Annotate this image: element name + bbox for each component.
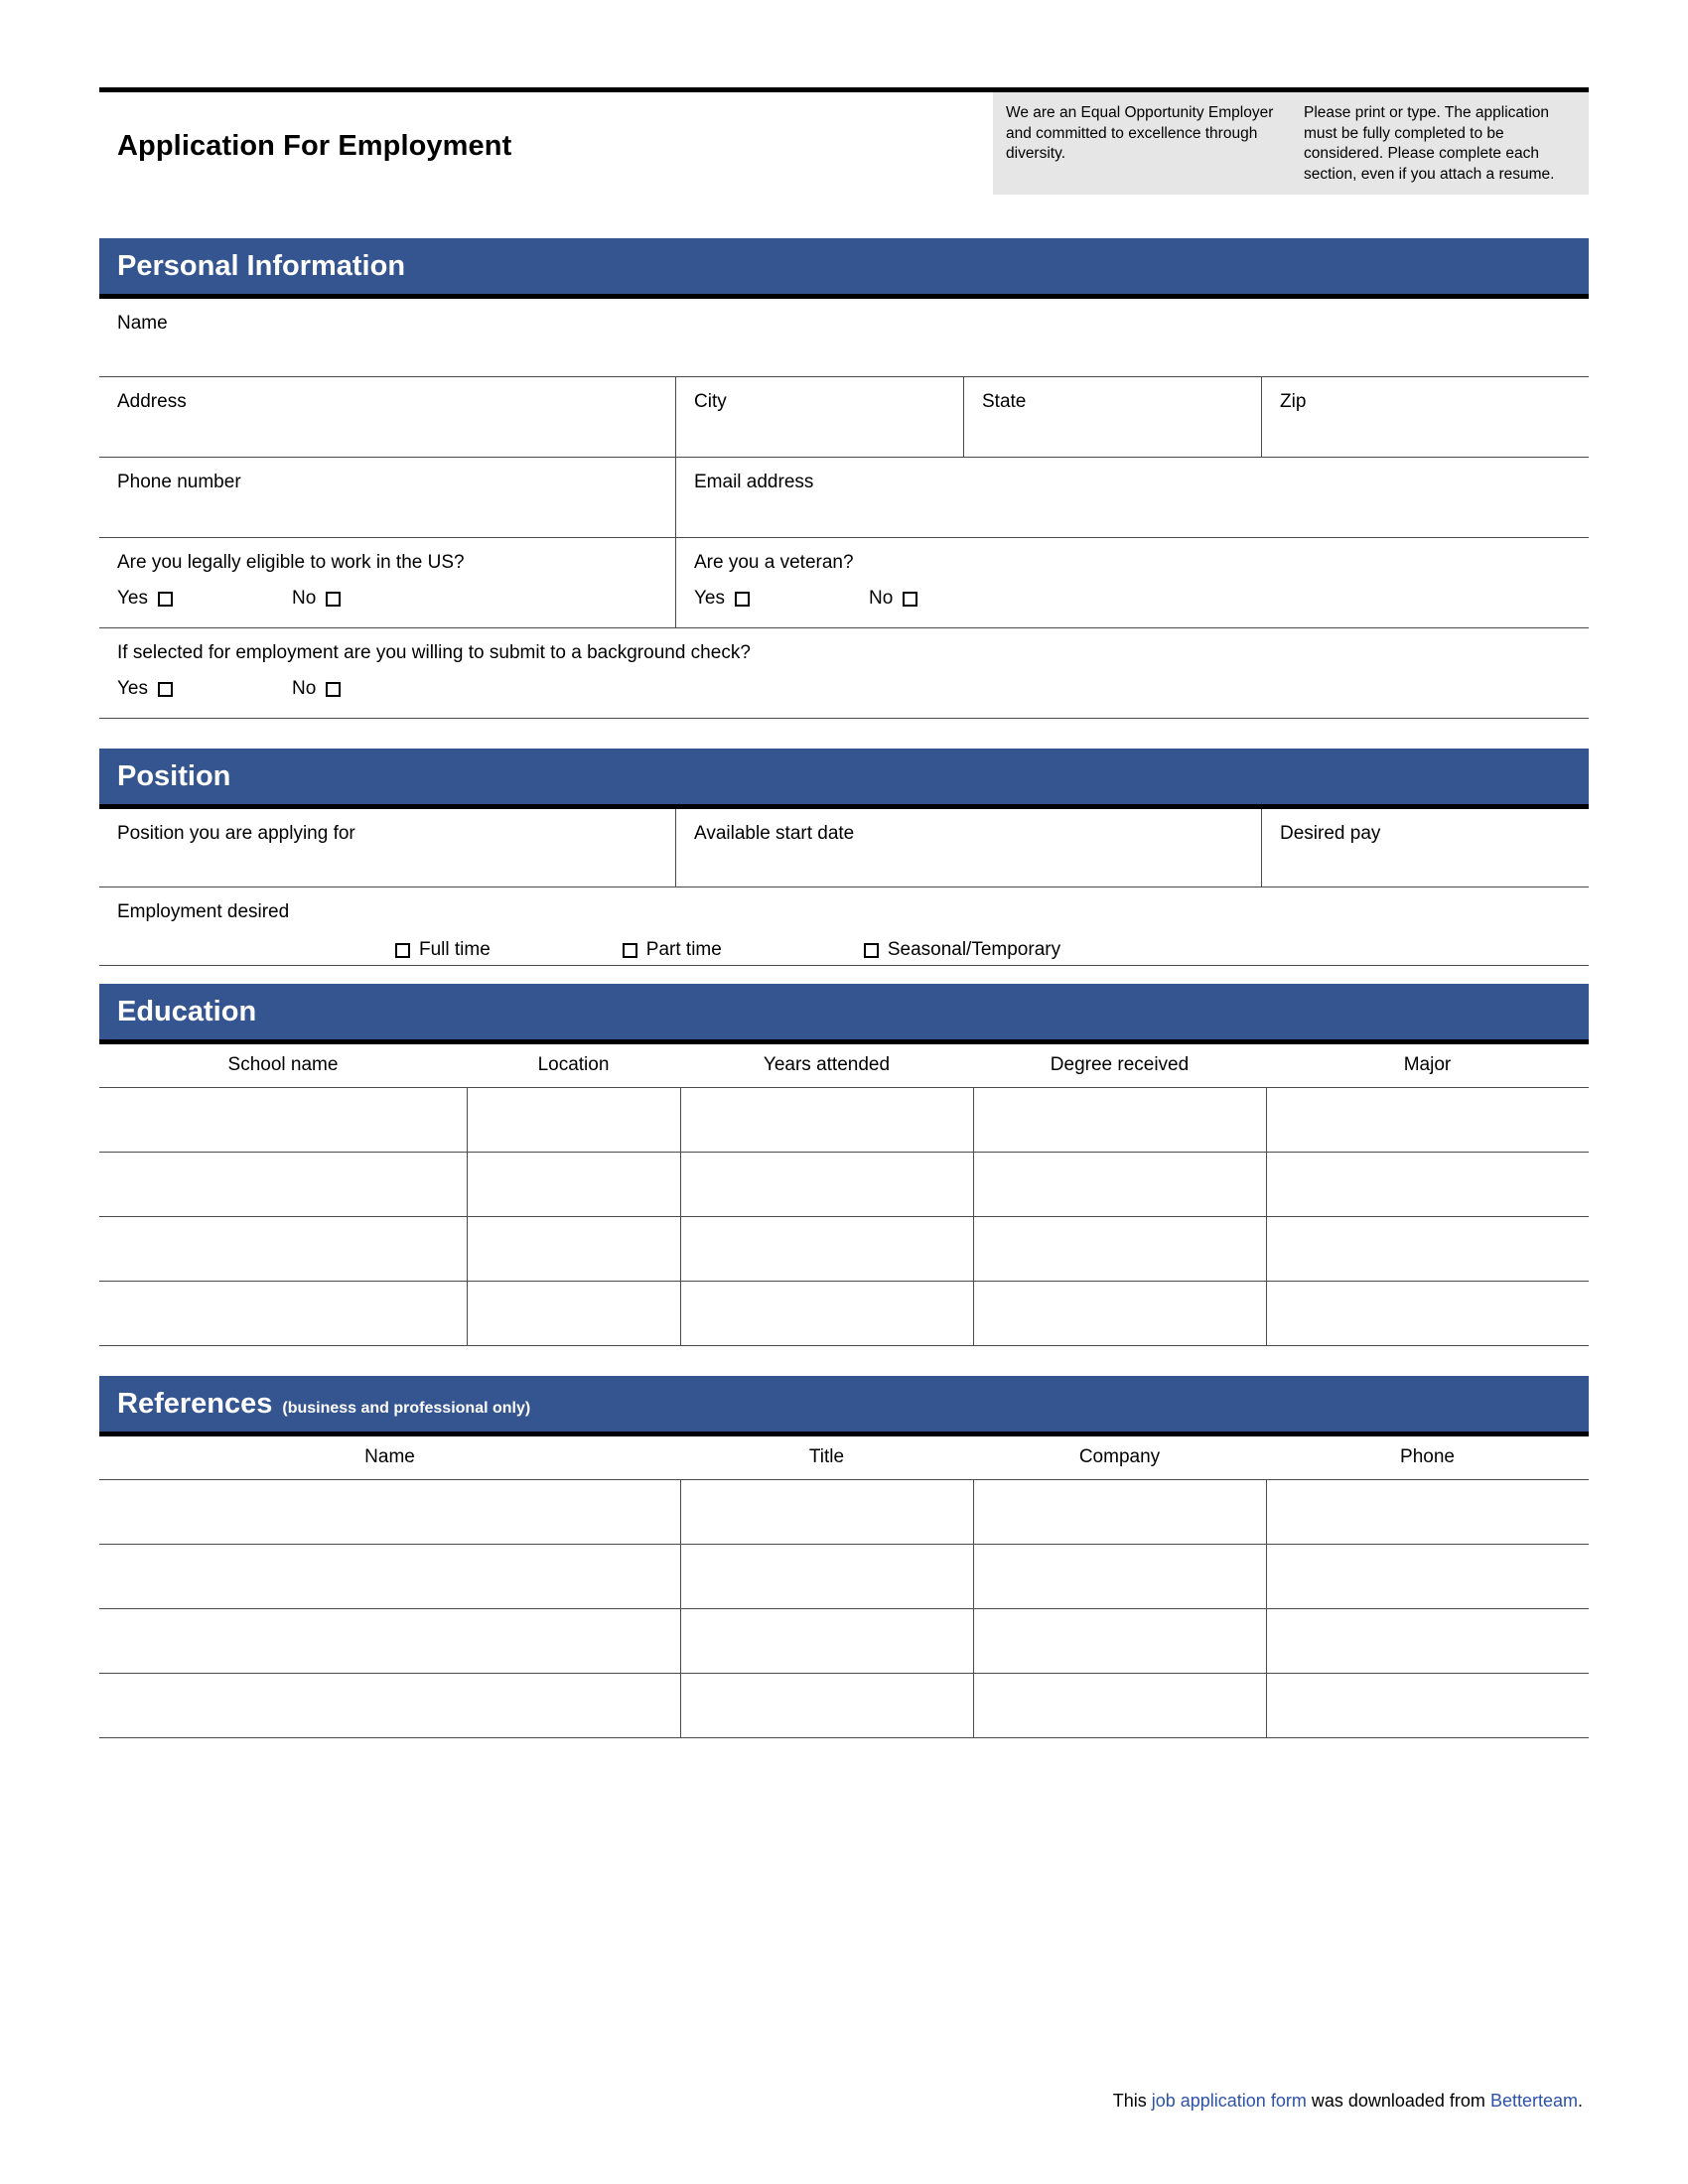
table-header-row — [99, 1044, 1589, 1088]
instructions-note: Please print or type. The application must be fully completed to be considered. Please complete each section, even if you attach a resume. — [1291, 92, 1589, 195]
desired-pay-field[interactable] — [1261, 809, 1589, 887]
table-row — [99, 1480, 1589, 1545]
employment-desired-options — [117, 939, 1589, 961]
spacer — [99, 966, 1589, 984]
employment-desired-block — [99, 887, 1589, 965]
section-title: Position — [117, 760, 231, 793]
checkbox-icon[interactable] — [158, 682, 173, 697]
work-eligibility-no[interactable] — [292, 588, 341, 610]
no-label: No — [292, 678, 317, 700]
spacer — [99, 719, 1589, 749]
phone-label: Phone number — [117, 472, 241, 493]
checkbox-icon[interactable] — [326, 682, 341, 697]
work-eligibility-yes[interactable] — [117, 588, 173, 610]
cell-location[interactable] — [467, 1282, 680, 1346]
document-body — [99, 87, 1589, 1738]
cell-name[interactable] — [99, 1545, 680, 1609]
cell-school-name[interactable] — [99, 1153, 467, 1217]
email-label: Email address — [694, 472, 814, 493]
field-row-position — [99, 809, 1589, 887]
desired-pay-label: Desired pay — [1280, 823, 1381, 845]
background-check-yes[interactable] — [117, 678, 173, 700]
employment-option-label: Seasonal/Temporary — [887, 939, 1061, 961]
work-eligibility-question — [99, 538, 675, 627]
footer-text-before: This — [1112, 2091, 1152, 2111]
state-field[interactable] — [963, 377, 1261, 457]
cell-title[interactable] — [680, 1545, 973, 1609]
employment-option-seasonal[interactable] — [864, 939, 1060, 961]
checkbox-icon[interactable] — [623, 943, 637, 958]
employment-option-label: Full time — [419, 939, 491, 961]
cell-title[interactable] — [680, 1674, 973, 1738]
checkbox-icon[interactable] — [864, 943, 879, 958]
cell-years-attended[interactable] — [680, 1217, 973, 1282]
cell-school-name[interactable] — [99, 1088, 467, 1153]
employment-option-full-time[interactable] — [395, 939, 491, 961]
section-header-education — [99, 984, 1589, 1044]
work-eligibility-label: Are you legally eligible to work in the US? — [117, 552, 465, 574]
checkbox-icon[interactable] — [158, 592, 173, 607]
city-field[interactable] — [675, 377, 963, 457]
column-header-major: Major — [1266, 1044, 1589, 1088]
phone-field[interactable] — [99, 458, 675, 537]
position-applying-field[interactable] — [99, 809, 675, 887]
veteran-yes[interactable] — [694, 588, 750, 610]
field-row-address — [99, 377, 1589, 458]
address-label: Address — [117, 391, 187, 413]
background-check-question — [99, 628, 1589, 718]
employment-option-label: Part time — [645, 939, 722, 961]
title-area — [99, 92, 993, 195]
cell-title[interactable] — [680, 1480, 973, 1545]
column-header-years-attended: Years attended — [680, 1044, 973, 1088]
cell-degree-received[interactable] — [973, 1282, 1266, 1346]
eeo-note: We are an Equal Opportunity Employer and committed to excellence through diversity. — [993, 92, 1291, 195]
checkbox-icon[interactable] — [395, 943, 410, 958]
section-subtitle: (business and professional only) — [282, 1400, 531, 1418]
start-date-field[interactable] — [675, 809, 1261, 887]
cell-degree-received[interactable] — [973, 1217, 1266, 1282]
yes-label: Yes — [694, 588, 725, 610]
section-title: References — [117, 1388, 273, 1421]
table-row — [99, 1153, 1589, 1217]
background-check-label: If selected for employment are you willing to submit to a background check? — [117, 642, 751, 664]
column-header-name: Name — [99, 1436, 680, 1480]
city-label: City — [694, 391, 727, 413]
checkbox-icon[interactable] — [326, 592, 341, 607]
yes-label: Yes — [117, 678, 148, 700]
footer-link-betterteam[interactable]: Betterteam — [1489, 2091, 1578, 2111]
zip-field[interactable] — [1261, 377, 1589, 457]
table-header-row — [99, 1436, 1589, 1480]
email-field[interactable] — [675, 458, 1589, 537]
education-table — [99, 1044, 1589, 1346]
cell-major[interactable] — [1266, 1217, 1589, 1282]
work-eligibility-options — [117, 588, 675, 610]
background-check-no[interactable] — [292, 678, 341, 700]
cell-phone[interactable] — [1266, 1480, 1589, 1545]
cell-phone[interactable] — [1266, 1545, 1589, 1609]
veteran-options — [694, 588, 1589, 610]
section-title: Education — [117, 996, 257, 1028]
cell-name[interactable] — [99, 1480, 680, 1545]
employment-desired-label: Employment desired — [117, 901, 290, 923]
field-row-name — [99, 299, 1589, 377]
cell-major[interactable] — [1266, 1153, 1589, 1217]
cell-phone[interactable] — [1266, 1609, 1589, 1674]
no-label: No — [292, 588, 317, 610]
name-field[interactable] — [99, 299, 1589, 376]
table-row — [99, 1088, 1589, 1153]
footer — [99, 2091, 1589, 2112]
name-label: Name — [117, 313, 168, 335]
column-header-title: Title — [680, 1436, 973, 1480]
cell-years-attended[interactable] — [680, 1088, 973, 1153]
veteran-question — [675, 538, 1589, 627]
cell-company[interactable] — [973, 1480, 1266, 1545]
header — [99, 92, 1589, 195]
employment-option-part-time[interactable] — [623, 939, 722, 961]
footer-text-after: . — [1577, 2091, 1583, 2111]
cell-company[interactable] — [973, 1545, 1266, 1609]
cell-degree-received[interactable] — [973, 1153, 1266, 1217]
table-row — [99, 1609, 1589, 1674]
section-title: Personal Information — [117, 250, 406, 283]
spacer — [99, 195, 1589, 238]
cell-location[interactable] — [467, 1088, 680, 1153]
section-header-references — [99, 1376, 1589, 1436]
cell-major[interactable] — [1266, 1282, 1589, 1346]
checkbox-icon[interactable] — [903, 592, 917, 607]
veteran-no[interactable] — [869, 588, 917, 610]
spacer — [99, 1346, 1589, 1376]
yes-label: Yes — [117, 588, 148, 610]
background-check-options — [117, 678, 1589, 700]
section-header-position — [99, 749, 1589, 809]
column-header-degree-received: Degree received — [973, 1044, 1266, 1088]
start-date-label: Available start date — [694, 823, 855, 845]
footer-text-middle: was downloaded from — [1306, 2091, 1490, 2111]
cell-name[interactable] — [99, 1674, 680, 1738]
table-row — [99, 1282, 1589, 1346]
cell-phone[interactable] — [1266, 1674, 1589, 1738]
cell-years-attended[interactable] — [680, 1282, 973, 1346]
veteran-label: Are you a veteran? — [694, 552, 854, 574]
table-row — [99, 1545, 1589, 1609]
state-label: State — [982, 391, 1027, 413]
zip-label: Zip — [1280, 391, 1307, 413]
column-header-location: Location — [467, 1044, 680, 1088]
table-row — [99, 1674, 1589, 1738]
address-field[interactable] — [99, 377, 675, 457]
no-label: No — [869, 588, 894, 610]
position-applying-label: Position you are applying for — [117, 823, 355, 845]
cell-company[interactable] — [973, 1609, 1266, 1674]
field-row-employment-desired — [99, 887, 1589, 966]
cell-title[interactable] — [680, 1609, 973, 1674]
cell-location[interactable] — [467, 1217, 680, 1282]
footer-link-job-application-form[interactable]: job application form — [1151, 2091, 1307, 2111]
cell-years-attended[interactable] — [680, 1153, 973, 1217]
column-header-company: Company — [973, 1436, 1266, 1480]
field-row-contact — [99, 458, 1589, 538]
field-row-eligibility — [99, 538, 1589, 628]
cell-name[interactable] — [99, 1609, 680, 1674]
cell-location[interactable] — [467, 1153, 680, 1217]
references-table — [99, 1436, 1589, 1738]
cell-major[interactable] — [1266, 1088, 1589, 1153]
column-header-phone: Phone — [1266, 1436, 1589, 1480]
table-row — [99, 1217, 1589, 1282]
cell-school-name[interactable] — [99, 1217, 467, 1282]
section-header-personal-information — [99, 238, 1589, 299]
column-header-school-name: School name — [99, 1044, 467, 1088]
cell-school-name[interactable] — [99, 1282, 467, 1346]
page-title: Application For Employment — [117, 130, 512, 162]
cell-company[interactable] — [973, 1674, 1266, 1738]
cell-degree-received[interactable] — [973, 1088, 1266, 1153]
checkbox-icon[interactable] — [735, 592, 750, 607]
field-row-background-check — [99, 628, 1589, 719]
